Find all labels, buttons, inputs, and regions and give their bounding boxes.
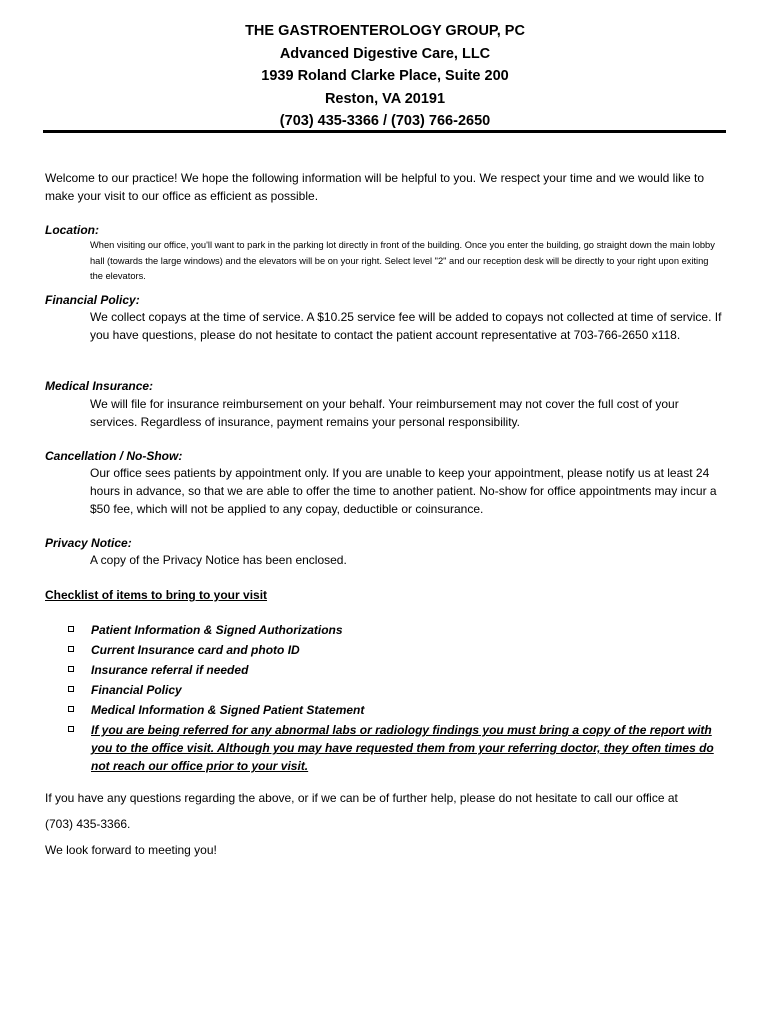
signoff: We look forward to meeting you!: [45, 843, 217, 857]
checklist-item: [0, 661, 770, 681]
medical-insurance-text: We will file for insurance reimbursement on your behalf. Your reimbursement may not cover the full cost of your services. Regardless of insurance, payment remains your personal responsibility.: [90, 397, 679, 429]
checklist-title: Checklist of items to bring to your visit: [45, 588, 268, 602]
office-phone: (703) 435-3366.: [45, 817, 131, 831]
city-state-zip: Reston, VA 20191: [324, 90, 446, 107]
checkbox-icon: [68, 646, 74, 652]
medical-insurance-heading: Medical Insurance:: [45, 379, 154, 393]
checkbox-icon: [68, 686, 74, 692]
practice-subname: Advanced Digestive Care, LLC: [279, 45, 491, 62]
checklist-item: [0, 701, 770, 721]
checklist-item: [0, 641, 770, 661]
checklist-item-label: Current Insurance card and photo ID: [91, 643, 300, 657]
street-address: 1939 Roland Clarke Place, Suite 200: [261, 68, 509, 84]
privacy-notice-heading: Privacy Notice:: [45, 536, 132, 550]
checklist-item-label: Patient Information & Signed Authorizations: [91, 623, 343, 637]
intro-paragraph: Welcome to our practice! We hope the following information will be helpful to you. We respect your time and we would like to make your visit to our office as efficient as possible.: [45, 171, 704, 203]
checklist-item-label: Insurance referral if needed: [91, 663, 249, 677]
closing-paragraph: If you have any questions regarding the above, or if we can be of further help, please do not hesitate to call our office at: [45, 791, 678, 805]
checkbox-icon: [68, 666, 74, 672]
cancellation-text: Our office sees patients by appointment only. If you are unable to keep your appointment, please notify us at least 24 hours in advance, so that we are able to offer the time to another patient. No-show for office appointments may incur a $50 fee, which will not be applied to any copay, deductible or coinsurance.: [90, 466, 717, 516]
checklist-item-label: If you are being referred for any abnormal labs or radiology findings you must bring a copy of the report with you to the office visit. Although you may have requested them from your referring doctor, they often times do not reach our office prior to your visit.: [91, 723, 714, 773]
checklist: [0, 621, 770, 777]
checkbox-icon: [68, 706, 74, 712]
financial-policy-text: We collect copays at the time of service. A $10.25 service fee will be added to copays not collected at time of service. If you have questions, please do not hesitate to contact the patient account representative at 703-766-2650 x118.: [90, 310, 722, 342]
checklist-item-label: Medical Information & Signed Patient Statement: [91, 703, 365, 717]
location-text: When visiting our office, you'll want to park in the parking lot directly in front of the building. Once you enter the building, go straight down the main lobby hall (towards the large windows) and the elevators will be on your right. Select level "2" and our reception desk will be directly to your right upon exiting the elevators.: [90, 240, 715, 281]
checklist-item: [0, 621, 770, 641]
practice-name: THE GASTROENTEROLOGY GROUP, PC: [245, 23, 525, 39]
checklist-item-label: Financial Policy: [91, 683, 182, 697]
checkbox-icon: [68, 626, 74, 632]
phone-numbers: (703) 435-3366 / (703) 766-2650: [279, 113, 491, 129]
location-heading: Location:: [45, 223, 99, 237]
header-divider: [43, 130, 726, 133]
checkbox-icon: [68, 726, 74, 732]
cancellation-heading: Cancellation / No-Show:: [45, 449, 183, 463]
letterhead: [0, 20, 770, 133]
checklist-item: [0, 721, 770, 777]
financial-policy-heading: Financial Policy:: [45, 293, 140, 307]
privacy-notice-text: A copy of the Privacy Notice has been enclosed.: [90, 553, 347, 567]
checklist-item: [0, 681, 770, 701]
